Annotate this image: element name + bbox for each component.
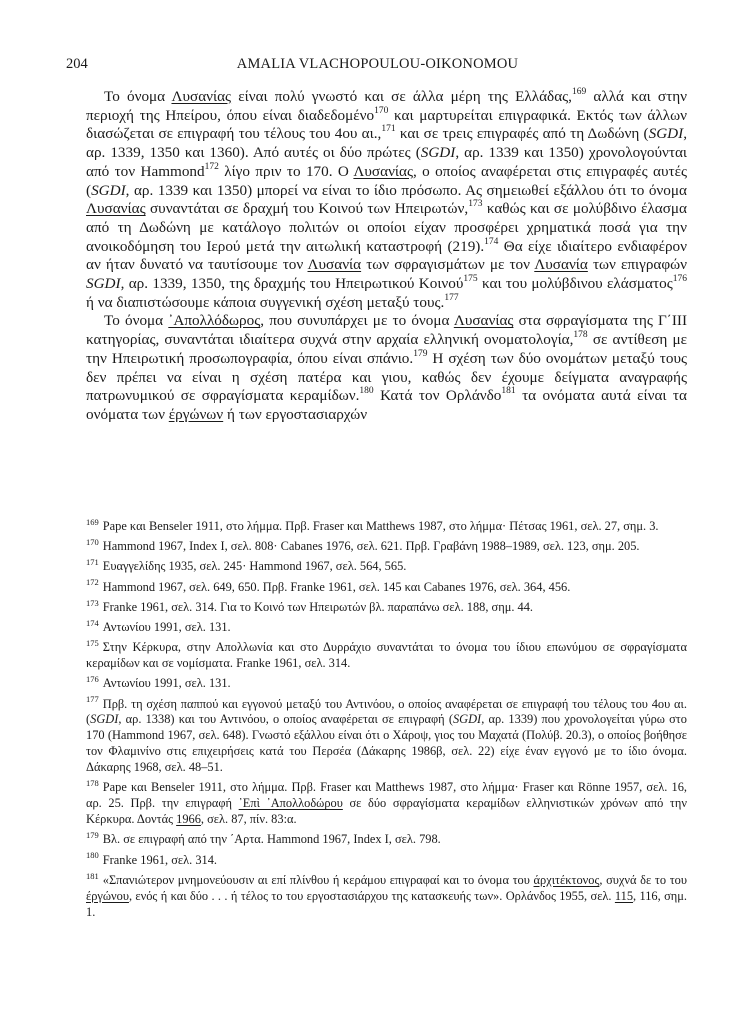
footnote-181: $^{181}$ «Σπανιώτερον μνημονεύουσιν αι επί πλίνθου ή κεράμου επιγραφαί και το όνομα του άρχιτέκτονος, συχνά δε το του έργώνου, ενός ή και δύο . . . ή τέλος το του εργοστασιάρχου της κατασκευής των». Ορλάνδος 1955, σελ. 115, 116, σημ. 1. <box>86 870 688 919</box>
footnote-ref: 179 <box>413 348 428 359</box>
paragraph-1: Το όνομα Λυσανίας είναι πολύ γνωστό και σε άλλα μέρη της Ελλάδας,$^{169}$ αλλά και στην περιοχή της Ηπείρου, όπου είναι διαδεδομένο$^{170}$ και μαρτυρείται επιγραφικά. Εκτός των άλλων διασώζεται σε επιγραφή του τέλους του 4ου αι.,$^{171}$ και σε τρεις επιγραφές από τη Δωδώνη (SGDI, αρ. 1339, 1350 και 1360). Από αυτές οι δύο πρώτες (SGDI, αρ. 1339 και 1350) χρονολογούνται από τον Hammond$^{172}$ λίγο πριν το 170. Ο Λυσανίας, ο οποίος αναφέρεται στις επιγραφές αυτές (SGDI, αρ. 1339 και 1350) μπορεί να είναι το ίδιο πρόσωπο. Ας σημειωθεί εξάλλου ότι το όνομα Λυσανίας συναντάται σε δραχμή του Κοινού των Ηπειρωτών,$^{173}$ καθώς και σε μολύβδινο έλασμα από τη Δωδώνη με κατάλογο πολιτών οι οποίοι είχαν προσφέρει χρηματικά ποσά για την ανοικοδόμηση του Ιερού μετά την αιτωλική καταστροφή (219).$^{174}$ Θα είχε ιδιαίτερο ενδιαφέρον αν ήταν δυνατό να ταυτίσουμε τον Λυσανία των σφραγισμάτων με τον Λυσανία των επιγραφών SGDI, αρ. 1339, 1350, της δραχμής του Ηπειρωτικού Κοινού$^{175}$ και του μολύβδινου ελάσματος$^{176}$ ή να διαπιστώσουμε κάποια συγγενική σχέση μεταξύ τους.$^{177}$ <box>86 87 688 311</box>
name-lysanias: Λυσανία <box>534 256 588 274</box>
footnote-175: $^{175}$ Στην Κέρκυρα, στην Απολλωνία και στο Δυρράχιο συναντάται το όνομα του ίδιου επωνύμου σε σφραγίσματα κεραμίδων και σε νομίσματα. Franke 1961, σελ. 314. <box>86 638 687 671</box>
sgdi-abbrev: SGDI <box>420 144 456 162</box>
name-lysanias: Λυσανίας <box>171 88 232 105</box>
footnote-169: $^{169}$ Pape και Benseler 1911, στο λήμμα. Πρβ. Fraser και Matthews 1987, στο λήμμα· Πέτσας 1961, σελ. 27, σημ. 3. <box>86 516 659 533</box>
sgdi-abbrev: SGDI <box>91 181 126 199</box>
footnote-ref: 171 <box>381 124 396 135</box>
footnote-177: $^{177}$ Πρβ. τη σχέση παππού και εγγονού μεταξύ του Αντινόου, ο οποίος αναφέρεται σε επιγραφή του τέλους του 4ου αι. (SGDI, αρ. 1338) και του Αντινόου, ο οποίος αναφέρεται σε επιγραφή (SGDI, αρ. 1339) που χρονολογείται γύρω στο 170 (Hammond 1967, σελ. 648). Γνωστό εξάλλου είναι ότι ο Χάροψ, γιος του Μαχατά (Πολύβ. 20.3), ο οποίος βοήθησε τον Φλαμινίνο στις επιχειρήσεις κατά του Περσέα (Δάκαρης 1986β, σελ. 22) είχε έναν εγγονό με το ίδιο όνομα. Δάκαρης 1968, σελ. 48–51. <box>86 694 687 775</box>
sgdi-abbrev: SGDI <box>452 712 482 727</box>
footnote-174: $^{174}$ Αντωνίου 1991, σελ. 131. <box>86 617 231 635</box>
name-lysanias: Λυσανία <box>307 256 362 274</box>
page-115: 115 <box>614 888 634 903</box>
term-architektonos: άρχιτέκτονος <box>533 872 600 887</box>
running-head <box>66 56 689 76</box>
footnote-ref: 169 <box>571 87 587 97</box>
footnote-180: $^{180}$ Franke 1961, σελ. 314. <box>86 850 218 867</box>
name-lysanias: Λυσανίας <box>86 200 146 218</box>
term-ergonon: έργώνων <box>168 405 224 423</box>
footnote-ref: 174 <box>484 236 499 247</box>
name-lysanias: Λυσανίας <box>453 312 514 330</box>
footnote-ref: 173 <box>468 199 483 210</box>
footnote-ref: 178 <box>573 330 588 341</box>
footnote-ref: 175 <box>463 274 478 285</box>
name-lysanias: Λυσανίας <box>353 162 413 180</box>
footnote-ref: 170 <box>374 105 389 116</box>
sgdi-abbrev: SGDI <box>648 125 684 143</box>
inscription-epi-apollodorou: ᾿Επὶ ᾿Απολλοδώρου <box>238 796 343 811</box>
footnote-179: $^{179}$ Βλ. σε επιγραφή από την ΄Αρτα. Hammond 1967, Index I, σελ. 798. <box>86 830 441 847</box>
name-apollodoros: ᾿Απολλόδωρος <box>168 312 261 330</box>
year-1966: 1966 <box>176 812 201 827</box>
footnote-173: $^{173}$ Franke 1961, σελ. 314. Για το Κοινό των Ηπειρωτών βλ. παραπάνω σελ. 188, σημ. 44. <box>86 597 534 614</box>
footnote-ref: 181 <box>501 386 516 397</box>
sgdi-abbrev: SGDI <box>90 712 119 727</box>
footnote-ref: 177 <box>444 292 459 303</box>
page-number: 204 <box>66 56 88 72</box>
running-title: AMALIA VLACHOPOULOU-OIKONOMOU <box>236 56 519 72</box>
footnote-172: $^{172}$ Hammond 1967, σελ. 649, 650. Πρβ. Franke 1961, σελ. 145 και Cabanes 1976, σελ. 364, 456. <box>86 577 571 594</box>
footnote-ref: 172 <box>204 161 219 172</box>
term-ergonou: έργώνου <box>86 888 129 903</box>
paragraph-2: Το όνομα ᾿Απολλόδωρος, που συνυπάρχει με το όνομα Λυσανίας στα σφραγίσματα της Γ΄ΙΙΙ κατηγορίας, συναντάται ιδιαίτερα συχνά στην αρχαία ελληνική ονοματολογία,$^{178}$ σε αντίθεση με την Ηπειρωτική προσωπογραφία, όπου είναι σπάνιο.$^{179}$ Η σχέση των δύο ονομάτων μεταξύ τους δεν πρέπει να είναι η σχέση πατέρα και γιου, καθώς δεν έχουμε δείγματα αναγραφής πατρωνυμικού σε σφραγίσματα κεραμίδων.$^{180}$ Κατά τον Ορλάνδο$^{181}$ τα ονόματα αυτά είναι τα ονόματα των έργώνων ή των εργοστασιαρχών <box>86 312 687 423</box>
footnote-ref: 180 <box>359 386 374 397</box>
sgdi-abbrev: SGDI <box>86 275 121 293</box>
body-text <box>86 88 687 425</box>
footnote-176: $^{176}$ Αντωνίου 1991, σελ. 131. <box>86 674 231 691</box>
footnote-171: $^{171}$ Ευαγγελίδης 1935, σελ. 245· Hammond 1967, σελ. 564, 565. <box>86 557 407 574</box>
footnotes <box>86 516 688 925</box>
footnote-170: $^{170}$ Hammond 1967, Index I, σελ. 808· Cabanes 1976, σελ. 621. Πρβ. Γραβάνη 1988–1989, σελ. 123, σημ. 205. <box>86 537 640 554</box>
footnote-178: $^{178}$ Pape και Benseler 1911, στο λήμμα. Πρβ. Fraser και Matthews 1987, στο λήμμα· Fraser και Rönne 1957, σελ. 16, αρ. 25. Πρβ. την επιγραφή ᾿Επὶ ᾿Απολλοδώρου σε δύο σφραγίσματα κεραμίδων ελληνιστικών χρόνων από την Κέρκυρα. Δοντάς 1966, σελ. 87, πίν. 83:α. <box>86 778 687 827</box>
footnote-ref: 176 <box>672 274 687 285</box>
